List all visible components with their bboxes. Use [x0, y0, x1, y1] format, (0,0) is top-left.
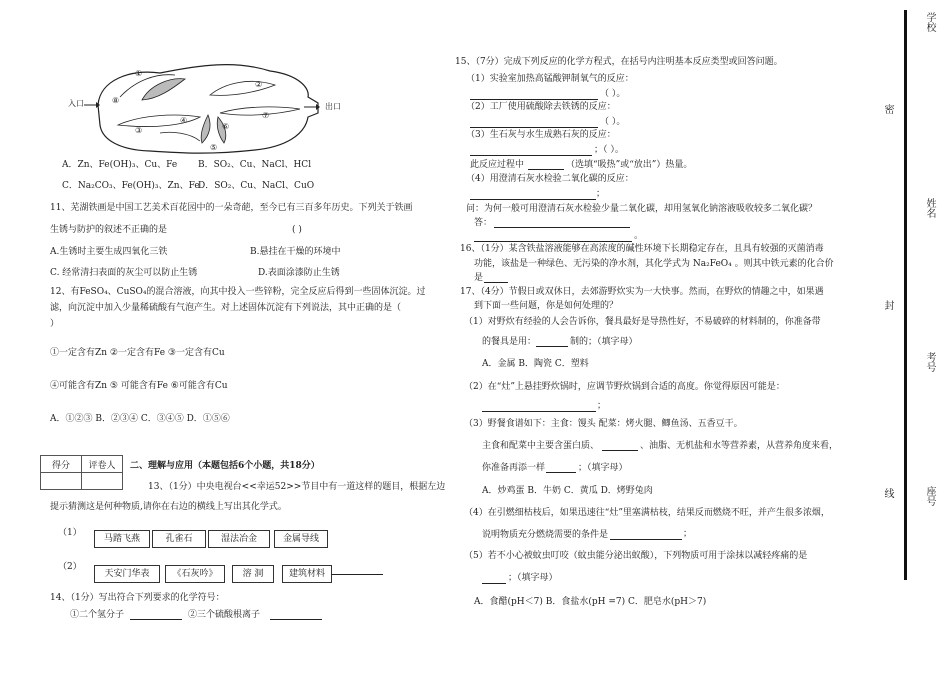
q14-text: 14、（1分）写出符合下列要求的化学符号： [50, 593, 225, 603]
q13-clue-box: 湿法冶金 [208, 530, 270, 548]
q15-2-paren: （ ）。 [600, 117, 626, 127]
q13-row-2-label: （2） [58, 562, 82, 572]
q12-text-3: ） [50, 319, 60, 329]
score-head-score: 得分 [41, 456, 82, 473]
q13-clue-box: 孔雀石 [152, 530, 206, 548]
q16-text-1: 16、（1分）某含铁盐溶液能够在高浓度的碱性环境下长期稳定存在，且具有较强的灭菌消毒 [460, 244, 824, 254]
q17-4-semicolon: ； [683, 529, 693, 539]
diagram-label-3: ③ [135, 126, 143, 135]
q13-text-2: 提示猜测这是何种物质,请你在右边的横线上写出其化学式。 [50, 502, 287, 512]
q13-answer-line[interactable] [331, 565, 383, 575]
q17-1-options: A．金属 B．陶瓷 C．塑料 [482, 359, 589, 369]
q17-2-text: （2）在“灶”上悬挂野炊锅时，应调节野炊锅到合适的高度。你觉得原因可能是： [464, 382, 785, 392]
q13-row-1-label: （1） [58, 528, 82, 538]
q10-option-a: A．Zn、Fe(OH)₃、Cu、Fe [62, 160, 178, 170]
q17-text-1: 17、（4分）节假日或双休日，去郊游野炊实为一大快事。然而，在野炊的情趣之中，如果遇 [460, 287, 824, 297]
q11-text-2: 生锈与防护的叙述不正确的是 [50, 225, 168, 235]
q17-1-answer[interactable] [536, 337, 568, 347]
diagram-label-7: ⑦ [262, 111, 270, 120]
q16-answer[interactable] [484, 273, 508, 283]
q17-1-suffix: 制的；（填字母） [570, 337, 638, 347]
q15-4-text: （4）用澄清石灰水检验二氧化碳的反应： [466, 174, 634, 184]
q12-statements-2: ④可能含有Zn ⑤ 可能含有Fe ⑥可能含有Cu [50, 381, 228, 391]
diagram-label-6: ⑥ [222, 122, 230, 131]
q17-1-text: （1）对野炊有经验的人会告诉你，餐具最好是导热性好，不易破碎的材料制的，你准备带 [464, 317, 821, 327]
q11-option-d: D.表面涂漆防止生锈 [258, 268, 340, 278]
q13-clue-box: 马踏飞燕 [94, 530, 150, 548]
q17-5-text: （5）若不小心被蚊虫叮咬（蚊虫能分泌出蚁酸），下列物质可用于涂抹以减轻疼痛的是 [464, 551, 808, 561]
q15-3-heat-answer[interactable] [528, 160, 564, 170]
q17-3-add-suffix: ；（填字母） [578, 463, 628, 473]
q17-5-options: A．食醋(pH＜7) B．食盐水(pH =7) C．肥皂水(pH＞7) [474, 597, 707, 607]
q11-option-c: C. 经常清扫表面的灰尘可以防止生锈 [50, 268, 198, 278]
q12-statements-1: ①一定含有Zn ②一定含有Fe ③一定含有Cu [50, 348, 225, 358]
q15-1-text: （1）实验室加热高锰酸钾制氧气的反应： [466, 74, 634, 84]
binding-rule [904, 10, 907, 580]
q17-5-suffix: ；（填字母） [508, 573, 558, 583]
diagram-label-4: ④ [180, 116, 188, 125]
diagram-entry-label: 入口 [68, 99, 84, 108]
q12-options: A．①②③ B．②③④ C．③④⑤ D．①⑤⑥ [50, 414, 230, 424]
score-table [40, 455, 123, 490]
grader-cell [82, 473, 123, 490]
q17-3-nutrients-suffix: 、油脂、无机盐和水等营养素，从营养角度来看， [640, 441, 839, 451]
q15-3-text: （3）生石灰与水生成熟石灰的反应： [466, 130, 616, 140]
q14-item-a: ①二个氢分子 [70, 610, 125, 620]
margin-school-label: 学校 [924, 12, 935, 32]
q15-4-answer[interactable] [470, 190, 596, 200]
q17-2-answer[interactable] [482, 402, 596, 412]
q15-4-question: 问：为何一般可用澄清石灰水检验少量二氧化碳，却用氢氧化钠溶液吸收较多二氧化碳？ [466, 204, 818, 214]
q13-clue-box: 溶 洞 [232, 565, 274, 583]
q11-answer-paren: ( ) [292, 225, 302, 235]
q13-clue-box: 天安门华表 [94, 565, 160, 583]
margin-seat-number-label: 座号 [924, 486, 935, 506]
q13-text-1: 13、（1分）中央电视台<<幸运52>>节目中有一道这样的题目，根据左边 [148, 482, 446, 492]
q10-option-c: C．Na₂CO₃、Fe(OH)₃、Zn、Fe [62, 181, 200, 191]
q17-5-answer[interactable] [482, 574, 506, 584]
margin-mi-label: 密 [882, 104, 893, 114]
q11-option-b: B.悬挂在干燥的环境中 [250, 247, 341, 257]
q15-1-paren: （ ）。 [600, 89, 626, 99]
q15-4-semicolon: ； [596, 189, 606, 199]
q17-text-2: 到下面一些问题，你是如何处理的？ [474, 301, 619, 311]
q15-3-paren: ；（ ）。 [594, 145, 624, 155]
margin-feng-label: 封 [882, 300, 893, 310]
q13-clue-box: 建筑材料 [282, 565, 332, 583]
q15-2-answer[interactable] [470, 118, 598, 128]
q17-4-answer[interactable] [610, 530, 682, 540]
q15-4-explain-line-2[interactable] [474, 232, 632, 242]
diagram-label-8: ⑧ [112, 96, 120, 105]
q16-text-3: 是 [474, 273, 484, 283]
q14-answer-a[interactable] [130, 610, 182, 620]
diagram-label-1: ① [135, 69, 143, 78]
q13-clue-box: 《石灰吟》 [165, 565, 225, 583]
q15-4-answer-label: 答： [474, 218, 493, 228]
q15-1-answer[interactable] [470, 90, 598, 100]
q10-option-b: B．SO₂、Cu、NaCl、HCl [198, 160, 312, 170]
q17-2-semicolon: ； [597, 401, 607, 411]
diagram-label-2: ② [255, 80, 263, 89]
q17-1-prefix: 的餐具是用： [482, 337, 537, 347]
q17-3-text: （3）野餐食谱如下：主食：馒头 配菜：烤火腿、鲫鱼汤、五香豆干。 [464, 419, 743, 429]
score-head-grader: 评卷人 [82, 456, 123, 473]
q15-4-explain-line-1[interactable] [494, 218, 630, 228]
q17-3-add-prefix: 你准备再添一样 [482, 463, 546, 473]
q14-item-b: ②三个硫酸根离子 [188, 610, 261, 620]
q15-3-heat-text: 此反应过程中 [470, 160, 525, 170]
q15-4-end: 。 [634, 231, 644, 241]
q17-4-text: （4）在引燃细枯枝后，如果迅速往“灶”里塞满枯枝，结果反而燃烧不旺，并产生很多浓烟， [464, 508, 830, 518]
q17-3-add-answer[interactable] [546, 463, 576, 473]
q15-3-heat-suffix: （选填“吸热”或“放出”）热量。 [566, 160, 693, 170]
q10-option-d: D．SO₂、Cu、NaCl、CuO [198, 181, 315, 191]
margin-exam-number-label: 考号 [924, 352, 935, 372]
q16-text-2: 功能，该盐是一种绿色、无污染的净水剂，其化学式为 Na₂FeO₄ 。则其中铁元素的化合价 [474, 259, 834, 269]
q12-text-1: 12、有FeSO₄、CuSO₄的混合溶液，向其中投入一些锌粉，完全反应后得到一些固体沉淀。过 [50, 287, 426, 297]
margin-name-label: 姓名 [924, 198, 935, 218]
diagram-exit-label: 出口 [325, 102, 341, 111]
q11-text-1: 11、芜湖铁画是中国工艺美术百花园中的一朵奇葩，至今已有三百多年历史。下列关于铁画 [50, 203, 413, 213]
q15-text: 15、（7分）完成下列反应的化学方程式，在括号内注明基本反应类型或回答问题。 [455, 57, 783, 67]
q17-3-nutrient-answer[interactable] [602, 441, 638, 451]
q11-option-a: A.生锈时主要生成四氧化三铁 [50, 247, 168, 257]
q13-clue-box: 金属导线 [274, 530, 328, 548]
margin-xian-label: 线 [882, 488, 893, 498]
q12-text-2: 滤，向沉淀中加入少量稀硫酸有气泡产生。对上述固体沉淀有下列说法，其中正确的是（ [50, 303, 402, 313]
q15-2-text: （2）工厂使用硫酸除去铁锈的反应： [466, 102, 616, 112]
q17-3-options: A．炒鸡蛋 B．牛奶 C．黄瓜 D．烤野兔肉 [482, 486, 653, 496]
q14-answer-b[interactable] [270, 610, 322, 620]
q15-3-answer[interactable] [470, 146, 592, 156]
diagram-label-5: ⑤ [210, 143, 218, 152]
q17-3-nutrients-prefix: 主食和配菜中主要含蛋白质、 [482, 441, 600, 451]
section-2-title: 二、理解与应用（本题包括6个小题，共18分） [130, 461, 320, 471]
score-cell [41, 473, 82, 490]
q17-4-prefix: 说明物质充分燃烧需要的条件是 [482, 530, 609, 540]
